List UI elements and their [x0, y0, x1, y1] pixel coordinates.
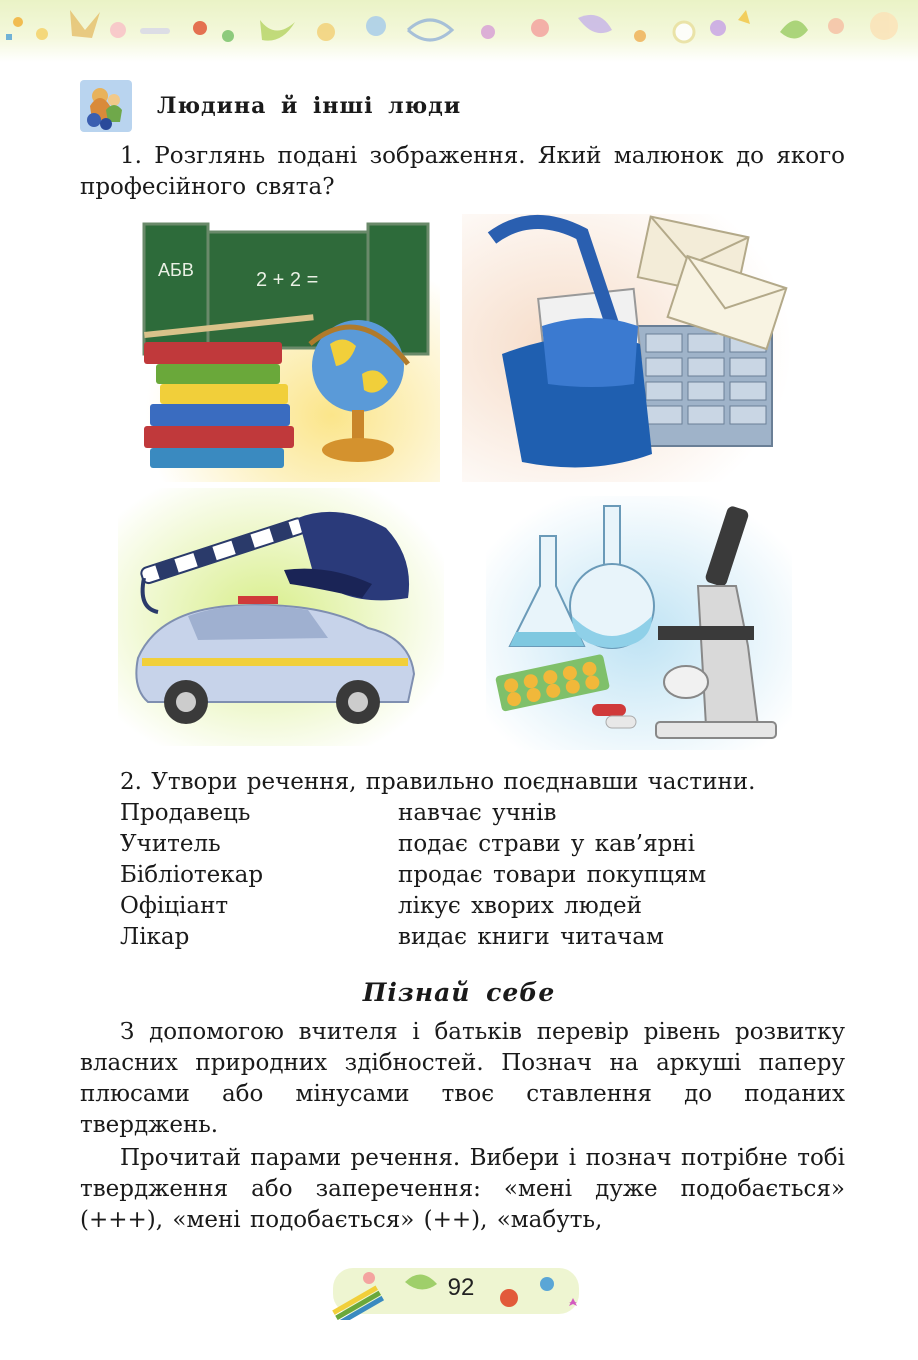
know-yourself-paragraph-1: З допомогою вчителя і батьків перевір рівень розвитку власних природних здібностей. Познач на аркуші паперу плюсами або мінусами твоє ставлення до поданих тверджень. — [80, 1019, 845, 1138]
know-yourself-paragraph-2: Прочитай парами речення. Вибери і познач потрібне тобі твердження або заперечення: «мені дуже подобається» (+++), «мені подобається» (++), «мабуть, — [80, 1145, 845, 1233]
police-illustration — [118, 488, 444, 746]
family-people-icon — [80, 80, 132, 132]
action-item: видає книги читачам — [398, 924, 664, 950]
profession-item: Продавець — [120, 800, 251, 826]
profession-item: Бібліотекар — [120, 862, 264, 888]
board-text-abv: АБВ — [158, 260, 194, 280]
floral-border-icon — [0, 0, 918, 62]
profession-item: Учитель — [120, 831, 221, 857]
top-decorative-border — [0, 0, 918, 62]
task1-text: 1. Розглянь подані зображення. Який малюнок до якого професійного свята? — [80, 143, 845, 200]
task2-text: 2. Утвори речення, правильно поєднавши частини. — [120, 769, 756, 795]
lab-illustration — [486, 496, 792, 750]
profession-item: Офіціант — [120, 893, 229, 919]
action-item: подає страви у кав’ярні — [398, 831, 695, 857]
teacher-illustration — [130, 214, 440, 482]
board-text-sum: 2 + 2 = — [256, 269, 319, 291]
know-yourself-heading: Пізнай себе — [362, 978, 556, 1007]
action-item: лікує хворих людей — [398, 893, 642, 919]
action-item: навчає учнів — [398, 800, 557, 826]
action-item: продає товари покупцям — [398, 862, 707, 888]
postman-illustration — [462, 214, 792, 482]
profession-item: Лікар — [120, 924, 190, 950]
section-title: Людина й інші люди — [157, 93, 462, 119]
page-number: 92 — [447, 1274, 475, 1301]
